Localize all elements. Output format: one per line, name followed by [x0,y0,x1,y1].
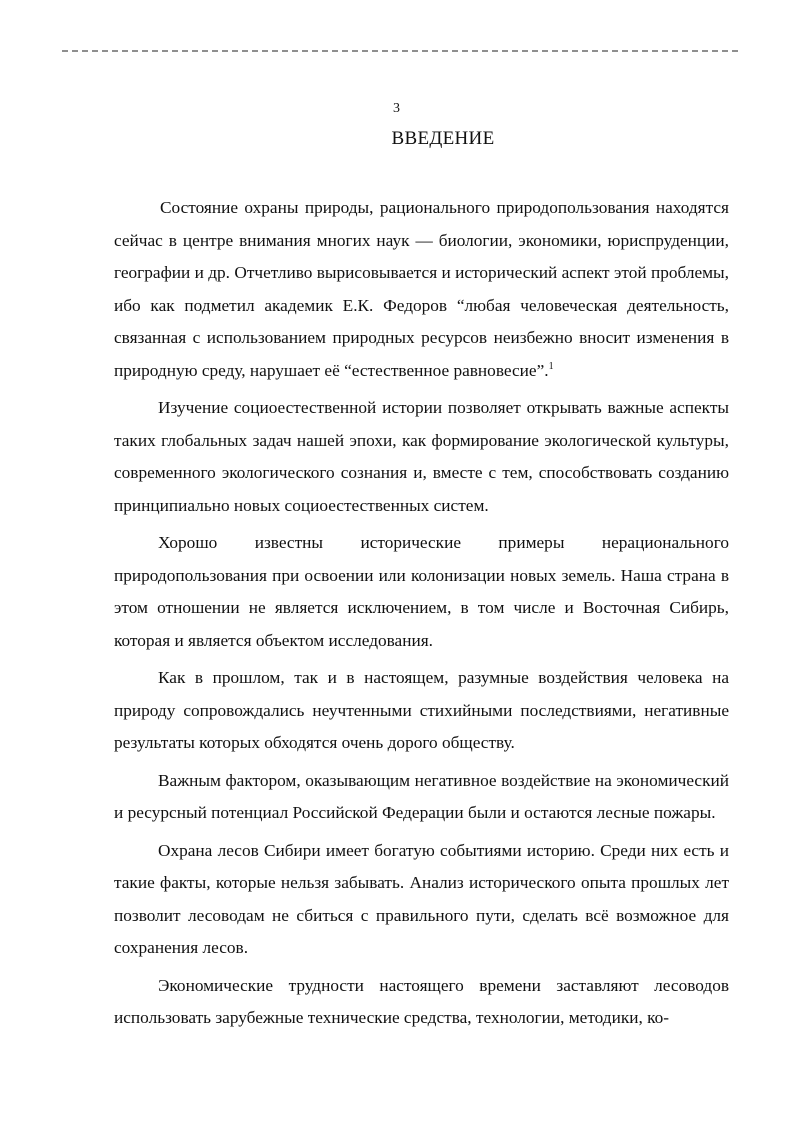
paragraph-1-text: Состояние охраны природы, рационального природопользования находятся сейчас в центре внимания многих наук — биологии, экономики, юриспруденции, географии и др. Отчетливо вырисовывается и исторический аспект этой проблемы, ибо как подметил академик Е.К. Федоров “любая человеческая деятельность, связанная с использованием природных ресурсов неизбежно вносит изменения в природную среду, нарушает её “естественное равновесие”. [114,198,729,380]
footnote-marker[interactable]: 1 [548,360,554,372]
paragraph-1 [114,192,729,387]
paragraph-5: Важным фактором, оказывающим негативное воздействие на экономический и ресурсный потенциал Российской Федерации были и остаются лесные пожары. [114,770,729,822]
top-rule [62,50,738,52]
page-title: ВВЕДЕНИЕ [391,128,495,149]
paragraph-3: Хорошо известны исторические примеры нерационального природопользования при освоении или колонизации новых земель. Наша страна в этом отношении не является исключением, в том числе и Восточная Сибирь, которая и является объектом исследования. [114,533,729,650]
paragraph-2: Изучение социоестественной истории позволяет открывать важные аспекты таких глобальных задач нашей эпохи, как формирование экологической культуры, современного экологического сознания и, вместе с тем, способствовать созданию принципиально новых социоестественных систем. [114,398,729,515]
paragraph-4: Как в прошлом, так и в настоящем, разумные воздействия человека на природу сопровождались неучтенными стихийными последствиями, негативные результаты которых обходятся очень дорого обществу. [114,668,729,752]
paragraph-6: Охрана лесов Сибири имеет богатую событиями историю. Среди них есть и такие факты, которые нельзя забывать. Анализ исторического опыта прошлых лет позволит лесоводам не сбиться с правильного пути, сделать всё возможное для сохранения лесов. [114,840,729,957]
paragraph-7: Экономические трудности настоящего времени заставляют лесоводов использовать зарубежные технические средства, технологии, методики, ко- [114,975,729,1027]
body-text [114,192,729,1040]
page-number: 3 [393,101,400,116]
